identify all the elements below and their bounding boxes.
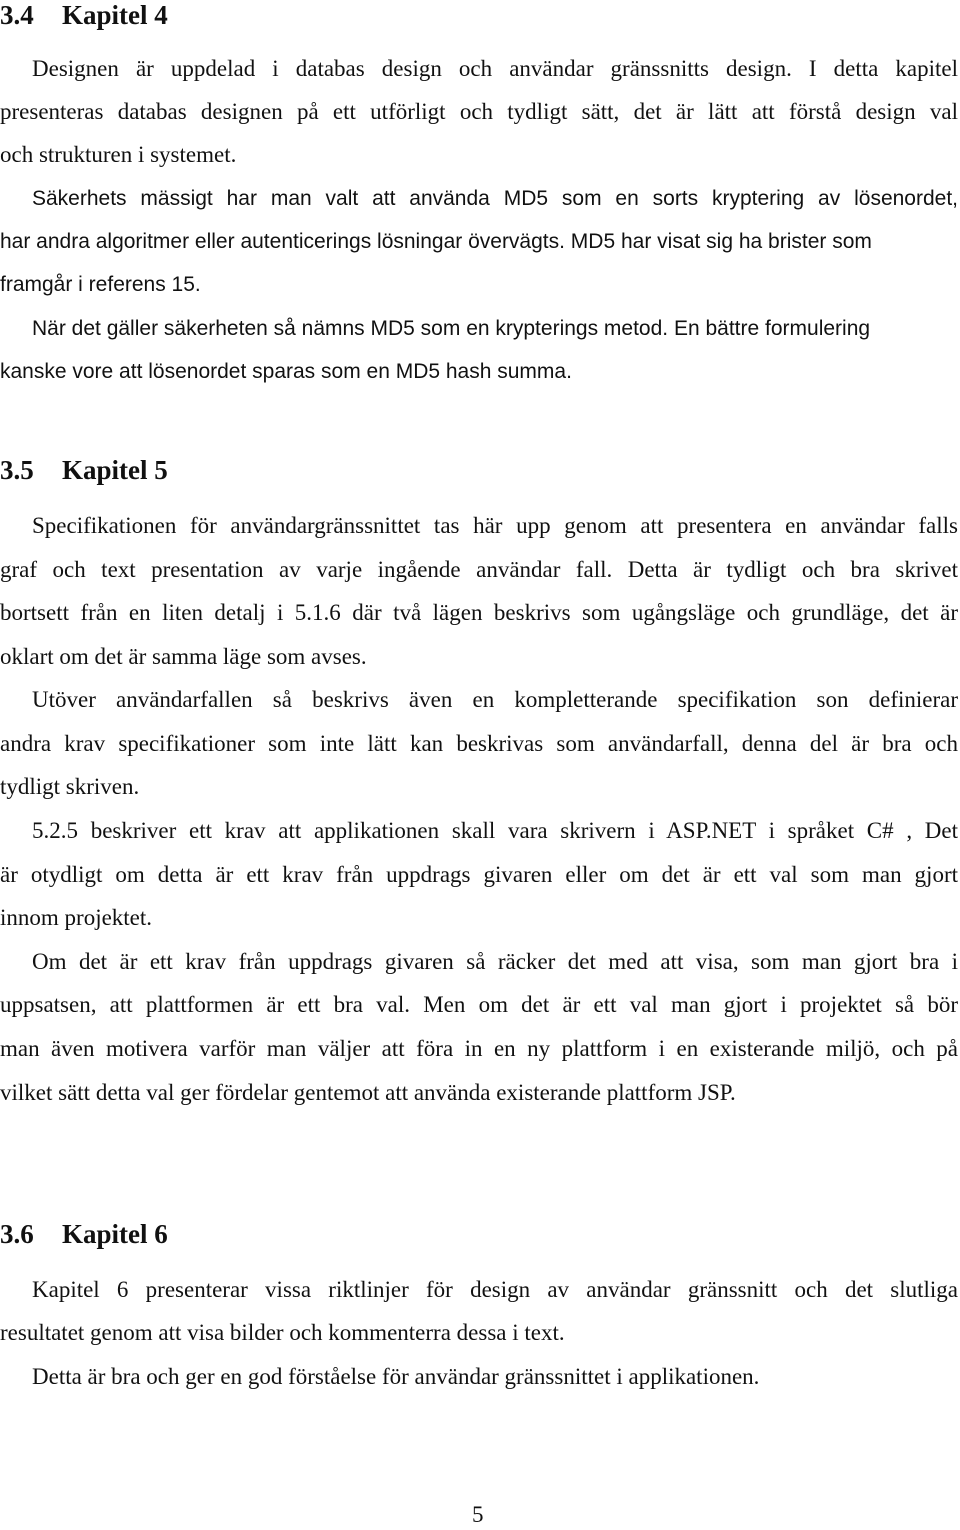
body-line: innom projektet. — [0, 905, 153, 930]
body-line: och strukturen i systemet. — [0, 142, 237, 167]
body-line: uppsatsen, att plattformen är ett bra val. Men om det är ett val man gjort i projektet så bör — [0, 992, 958, 1017]
section-title: Kapitel 5 — [62, 455, 168, 485]
body-line: bortsett från en liten detalj i 5.1.6 där två lägen beskrivs som ugångsläge och grundläge, det är — [0, 600, 958, 625]
body-line: Kapitel 6 presenterar vissa riktlinjer för design av användar gränssnitt och det slutliga — [32, 1277, 958, 1302]
page-number: 5 — [472, 1502, 484, 1527]
section-number: 3.6 — [0, 1219, 34, 1249]
section-number: 3.5 — [0, 455, 34, 485]
body-line: När det gäller säkerheten så nämns MD5 som en krypterings metod. En bättre formulering — [32, 317, 871, 340]
section-number: 3.4 — [0, 0, 34, 30]
body-line: Designen är uppdelad i databas design och användar gränssnitts design. I detta kapitel — [32, 56, 958, 81]
body-line: är otydligt om detta är ett krav från uppdrags givaren eller om det är ett val som man gjort — [0, 862, 958, 887]
body-line: vilket sätt detta val ger fördelar gentemot att använda existerande plattform JSP. — [0, 1080, 736, 1105]
body-line: resultatet genom att visa bilder och kommenterra dessa i text. — [0, 1320, 565, 1345]
body-line: framgår i referens 15. — [0, 273, 201, 296]
section-heading-3-5 — [0, 455, 168, 485]
body-line: Specifikationen för användargränssnittet tas här upp genom att presentera en användar falls — [32, 513, 958, 538]
body-line: presenteras databas designen på ett utförligt och tydligt sätt, det är lätt att förstå design val — [0, 99, 958, 124]
body-line: Utöver användarfallen så beskrivs även en kompletterande specifikation son definierar — [32, 687, 958, 712]
body-line: kanske vore att lösenordet sparas som en MD5 hash summa. — [0, 360, 572, 383]
section-title: Kapitel 6 — [62, 1219, 168, 1249]
section-heading-3-6 — [0, 1219, 168, 1249]
body-line: Detta är bra och ger en god förståelse för användar gränssnittet i applikationen. — [32, 1364, 760, 1389]
body-line: 5.2.5 beskriver ett krav att applikationen skall vara skrivern i ASP.NET i språket C# , Det — [32, 818, 958, 843]
body-line: graf och text presentation av varje ingående användar fall. Detta är tydligt och bra skrivet — [0, 557, 958, 582]
body-line: oklart om det är samma läge som avses. — [0, 644, 367, 669]
section-heading-3-4 — [0, 0, 168, 30]
body-line: andra krav specifikationer som inte lätt kan beskrivas som användarfall, denna del är bra och — [0, 731, 958, 756]
body-line: Säkerhets mässigt har man valt att använda MD5 som en sorts kryptering av lösenordet, — [32, 187, 958, 210]
body-line: har andra algoritmer eller autenticerings lösningar övervägts. MD5 har visat sig ha brister som — [0, 230, 872, 253]
body-line: man även motivera varför man väljer att föra in en ny plattform i en existerande miljö, och på — [0, 1036, 958, 1061]
body-line: tydligt skriven. — [0, 774, 140, 799]
section-title: Kapitel 4 — [62, 0, 168, 30]
body-line: Om det är ett krav från uppdrags givaren så räcker det med att visa, som man gjort bra i — [32, 949, 958, 974]
